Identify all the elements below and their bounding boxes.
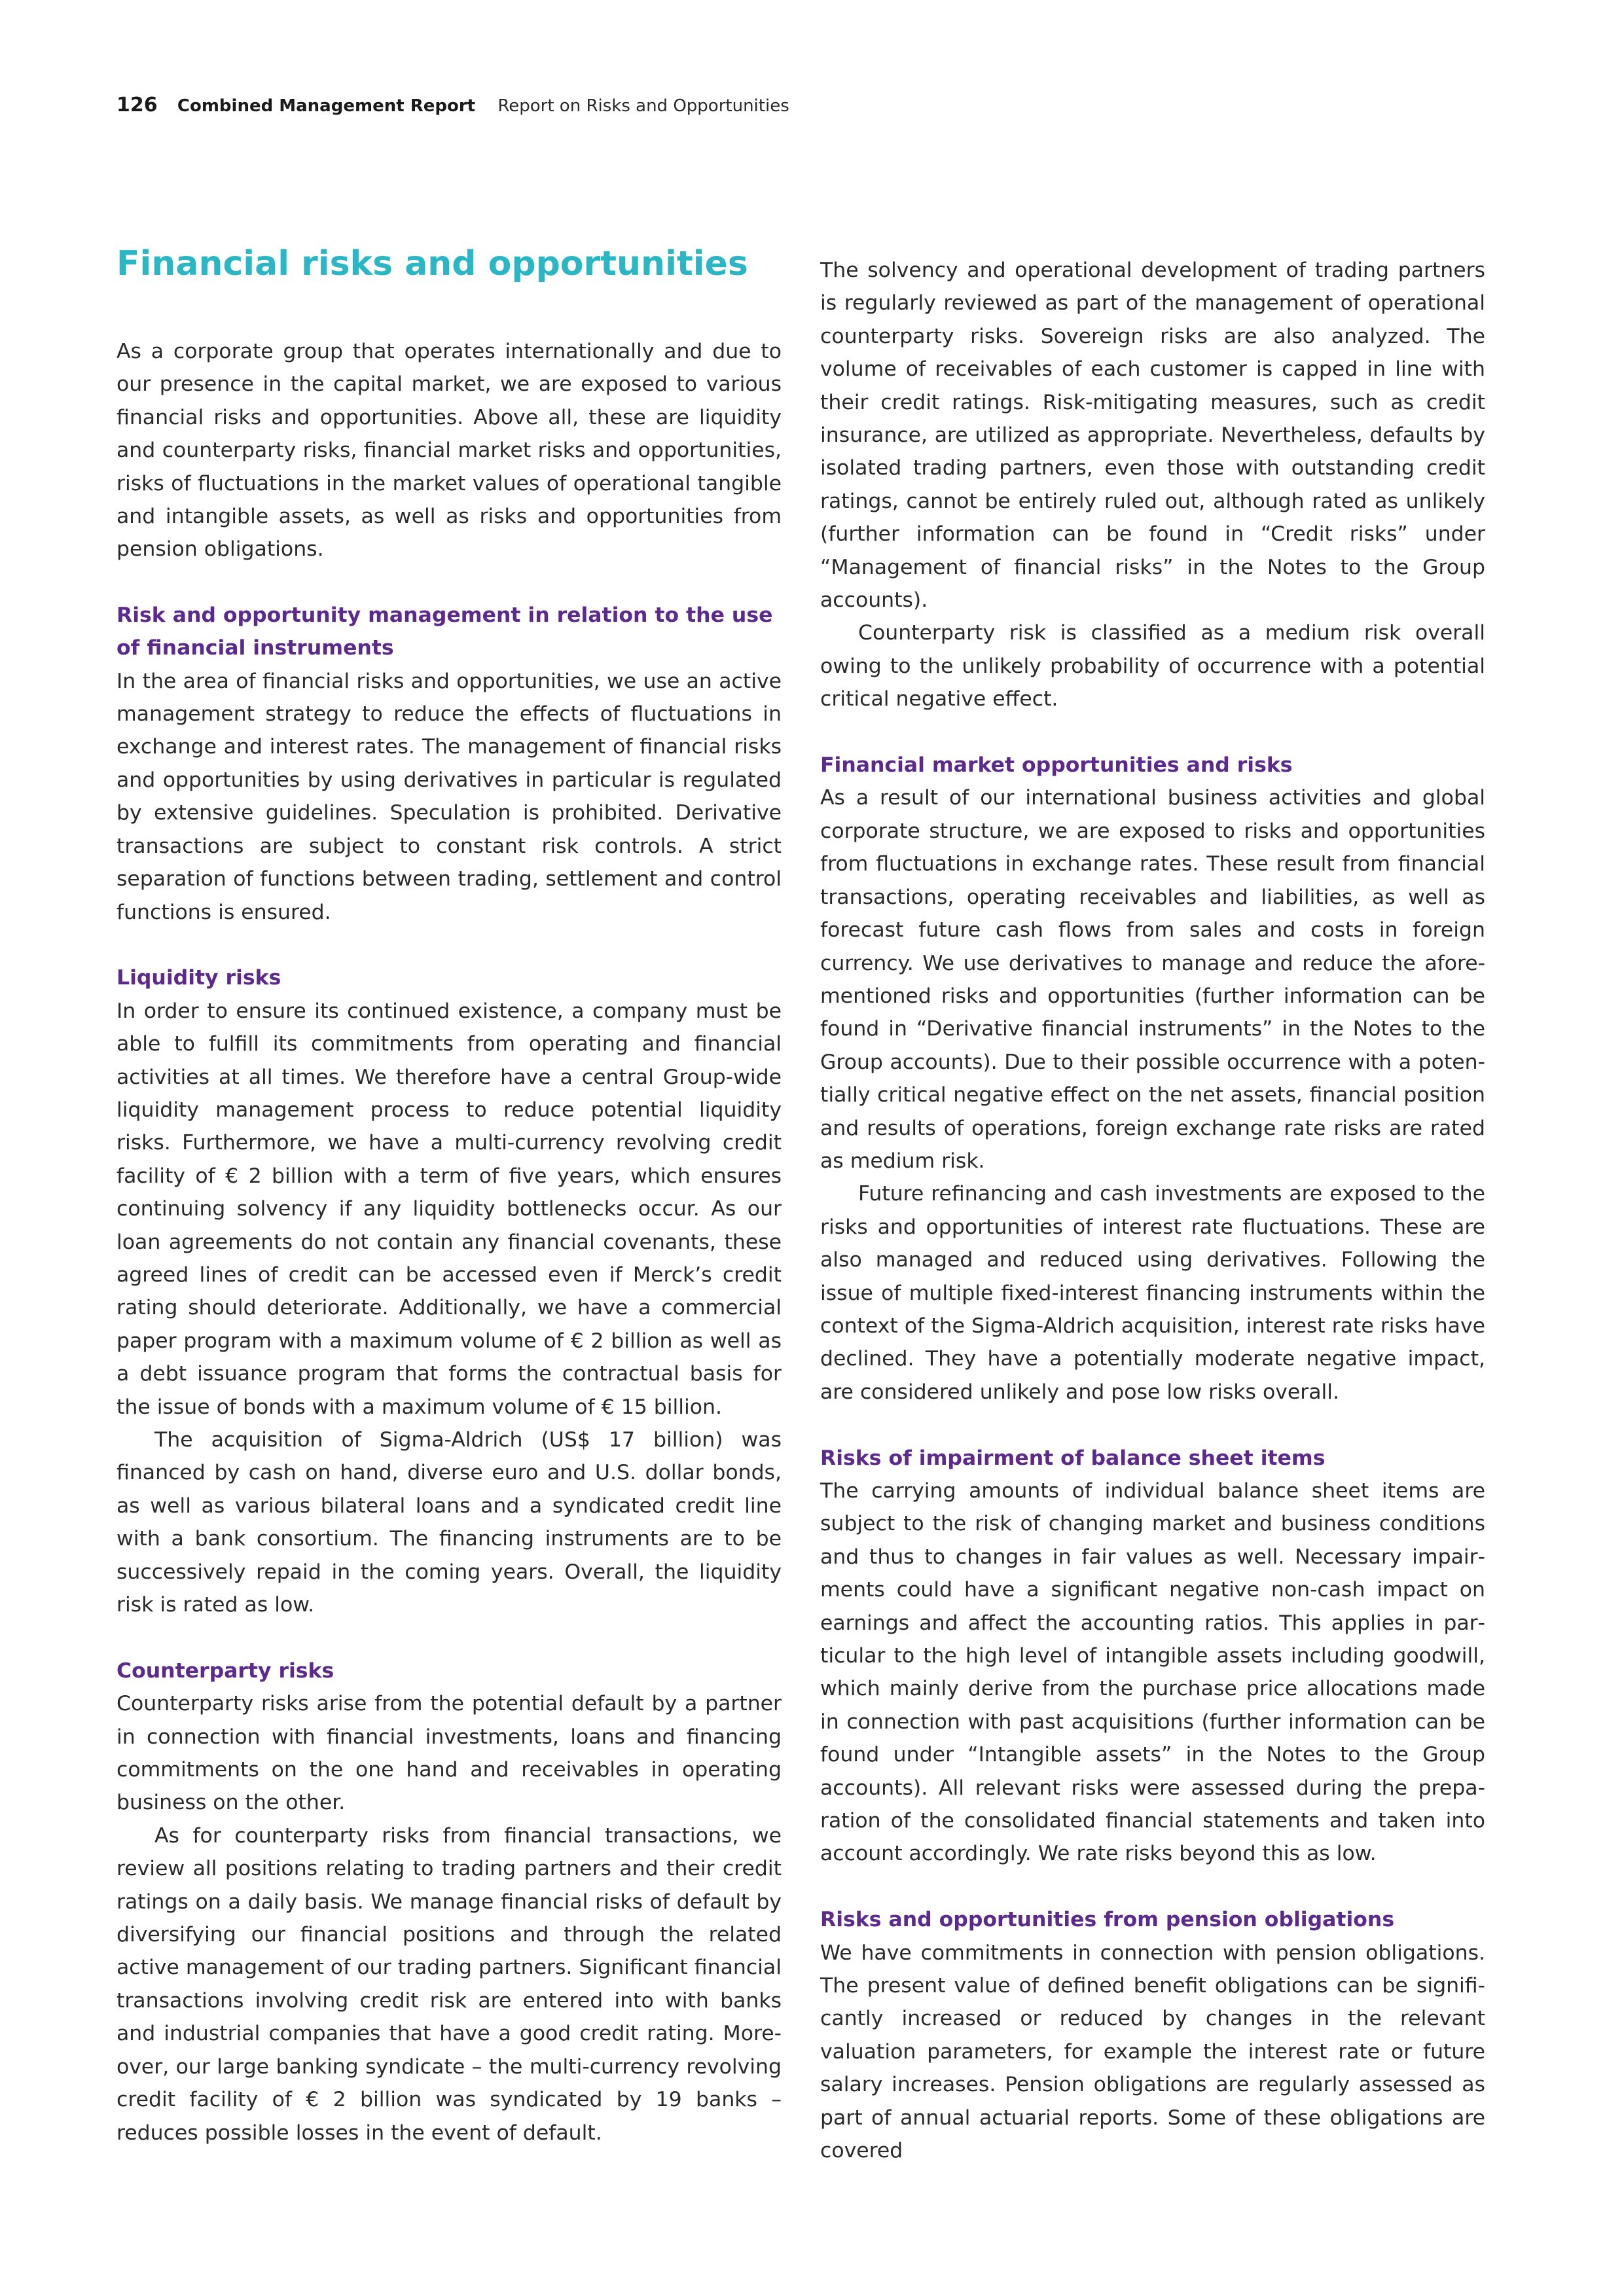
page-number: 126 [117, 94, 158, 117]
paragraph: We have commitments in connection with pension obligations. The present value of defined benefit obligations can be significantly increased or reduced by changes in the relevant valuation parameters, for example the interest rate or future salary increases. Pension obligations are regularly assessed as part of annual actuarial reports. Some of these obligations are covered [820, 1941, 1485, 2163]
page-header [117, 94, 789, 118]
page-title: Financial risks and opportunities [117, 244, 748, 283]
heading-financial-market: Financial market opportunities and risks [820, 753, 1293, 778]
heading-liquidity-risks: Liquidity risks [117, 966, 281, 990]
intro-paragraph: As a corporate group that operates internationally and due to our presence in the capital market, we are exposed to various financial risks and opportunities. Above all, these are liquidity and counterparty risks, financial market risks and opportunities, risks of fluctuations in the market values of operational tangible and intangible assets, as well as risks and opportunities from pension obligations. [117, 340, 782, 562]
paragraph: The carrying amounts of individual balance sheet items are subject to the risk of changing market and business conditions and thus to changes in fair values as well. Necessary impairments could have a significant negative non-cash impact on earnings and affect the accounting ratios. This applies in particular to the high level of intangible assets including goodwill, which mainly derive from the purchase price allocations made in connection with past acquisitions (further information can be found under “Intangible assets” in the Notes to the Group accounts). All relevant risks were assessed during the preparation of the consolidated financial statements and taken into account accordingly. We rate risks beyond this as low. [820, 1479, 1485, 1866]
paragraph: The solvency and operational development of trading partners is regularly reviewed as part of the management of operational counterparty risks. Sovereign risks are also analyzed. The volume of receivables of each customer is capped in line with their credit ratings. Risk-mitigating measures, such as credit insurance, are utilized as appropriate. Nevertheless, defaults by isolated trading partners, even those with outstanding credit ratings, cannot be entirely ruled out, although rated as unlikely (further information can be found in “Credit risks” under “Management of financial risks” in the Notes to the Group accounts). [820, 259, 1485, 613]
paragraph: Counterparty risks arise from the potential default by a partner in connection with financial investments, loans and financing commitments on the one hand and receivables in operating business on the other. [117, 1692, 782, 1815]
heading-impairment-risks: Risks of impairment of balance sheet items [820, 1446, 1326, 1470]
paragraph: The acquisition of Sigma-Aldrich (US$ 17 billion) was financed by cash on hand, diverse euro and U.S. dollar bonds, as well as various bilateral loans and a syndicated credit line with a bank consortium. The financing instruments are to be successively repaid in the coming years. Overall, the liquidity risk is rated as low. [117, 1427, 782, 1617]
left-column [117, 243, 782, 2149]
heading-pension-obligations: Risks and opportunities from pension obligations [820, 1908, 1395, 1932]
section-title: Combined Management Report [177, 96, 476, 116]
subsection-title: Report on Risks and Opportunities [497, 96, 789, 116]
paragraph: Counterparty risk is classified as a medium risk overall owing to the unlikely probability of occurrence with a potential critical negative effect. [820, 621, 1485, 711]
paragraph: In the area of financial risks and opportunities, we use an active management strategy to reduce the effects of fluctuations in exchange and interest rates. The management of financial risks and opportunities by using derivatives in particular is regulated by extensive guidelines. Speculation is prohibited. Derivative transactions are subject to constant risk controls. A strict separation of functions between trading, settlement and control functions is ensured. [117, 669, 782, 924]
paragraph: As a result of our international business activities and global corporate structure, we are exposed to risks and opportunities from fluctuations in exchange rates. These result from financial transactions, operating receivables and liabilities, as well as forecast future cash flows from sales and costs in foreign currency. We use derivatives to manage and reduce the aforementioned risks and opportunities (further information can be found in “Derivative financial instruments” in the Notes to the Group accounts). Due to their possible occurrence with a potentially critical negative effect on the net assets, financial position and results of operations, foreign exchange rate risks are rated as medium risk. [820, 786, 1485, 1173]
heading-counterparty-risks: Counterparty risks [117, 1659, 334, 1683]
paragraph: As for counterparty risks from financial transactions, we review all positions relating to trading partners and their credit ratings on a daily basis. We manage financial risks of default by diversifying our financial positions and through the related active management of our trading partners. Significant financial transactions involving credit risk are entered into with banks and industrial companies that have a good credit rating. Moreover, our large banking syndicate – the multi-currency revolving credit facility of € 2 billion was syndicated by 19 banks – reduces possible losses in the event of default. [117, 1823, 782, 2145]
right-column [820, 254, 1485, 2168]
paragraph: In order to ensure its continued existence, a company must be able to fulfill its commitments from operating and financial activities at all times. We therefore have a central Group-wide liquidity management process to reduce potential liquidity risks. Furthermore, we have a multi-currency revolving credit facility of € 2 billion with a term of five years, which ensures continuing solvency if any liquidity bottlenecks occur. As our loan agreements do not contain any financial covenants, these agreed lines of credit can be accessed even if Merck’s credit rating should deteriorate. Additionally, we have a commercial paper program with a maximum volume of € 2 billion as well as a debt issuance program that forms the contractual basis for the issue of bonds with a maximum volume of € 15 billion. [117, 999, 782, 1419]
heading-risk-management-instruments: Risk and opportunity management in relation to the use of financial instruments [117, 603, 773, 660]
paragraph: Future refinancing and cash investments are exposed to the risks and opportunities of interest rate fluctuations. These are also managed and reduced using derivatives. Following the issue of multiple fixed-interest financing instruments within the context of the Sigma-Aldrich acquisition, interest rate risks have declined. They have a potentially moderate negative impact, are considered unlikely and pose low risks overall. [820, 1182, 1485, 1404]
